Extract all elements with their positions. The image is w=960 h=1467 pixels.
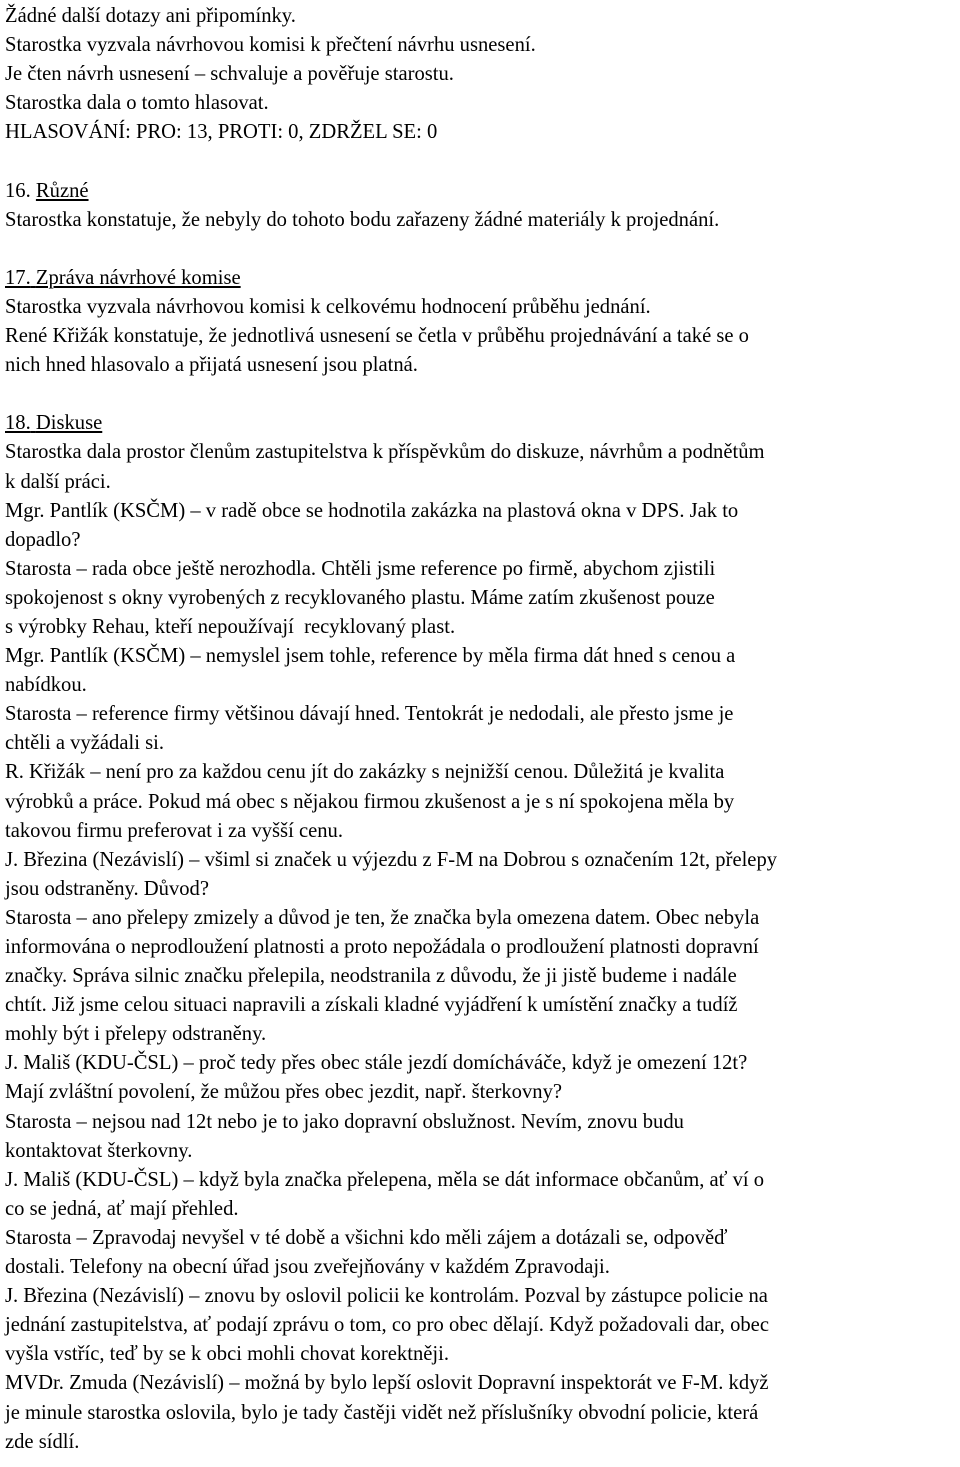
discussion-line: kontaktovat šterkovny. [5,1139,193,1162]
text-line: Žádné další dotazy ani připomínky. [5,5,296,27]
text-line: René Křižák konstatuje, že jednotlivá usnesení se četla v průběhu projednávání a také se o [5,325,749,348]
section-heading [5,409,955,438]
intro-block [5,2,955,147]
discussion-line: takovou firmu preferovat i za vyšší cenu. [5,819,343,842]
text-line: Starostka konstatuje, že nebyly do tohoto bodu zařazeny žádné materiály k projednání. [5,208,720,231]
spacer [5,147,955,176]
discussion-line: dostali. Telefony na obecní úřad jsou zveřejňovány v každém Zpravodaji. [5,1256,610,1279]
text-line: Je čten návrh usnesení – schvaluje a pověřuje starostu. [5,63,454,86]
discussion-line: jednání zastupitelstva, ať podají zprávu o tom, co pro obec dělají. Když požadovali dar, obec [5,1314,769,1337]
section-number: 16. [5,179,31,202]
section-title: Různé [35,179,89,202]
discussion-line: Mgr. Pantlík (KSČM) – nemyslel jsem tohle, reference by měla firma dát hned s cenou a [5,645,736,668]
section-number: 18. [5,412,31,435]
discussion-line: dopadlo? [5,528,81,551]
spacer [5,235,955,264]
discussion-line: informována o neprodloužení platnosti a proto nepožádala o prodloužení platnosti dopravní [5,936,759,958]
discussion-line: Mají zvláštní povolení, že můžou přes obec jezdit, např. šterkovny? [5,1081,563,1104]
discussion-line: co se jedná, ať mají přehled. [5,1197,239,1220]
discussion-line: MVDr. Zmuda (Nezávislí) – možná by bylo lepší oslovit Dopravní inspektorát ve F-M. když [5,1372,769,1395]
discussion-line: je minule starostka oslovila, bylo je tady častěji vidět než příslušníky obvodní policie, která [5,1401,759,1424]
discussion-line: Starosta – nejsou nad 12t nebo je to jako dopravní obslužnost. Nevím, znovu budu [5,1110,684,1133]
discussion-line: Starosta – rada obce ještě nerozhodla. Chtěli jsme reference po firmě, abychom zjistili [5,557,716,580]
discussion-line: vyšla vstříc, teď by se k obci mohli chovat korektněji. [5,1343,449,1366]
vote-result-line: HLASOVÁNÍ: PRO: 13, PROTI: 0, ZDRŽEL SE: 0 [5,121,438,144]
section-17 [5,264,955,380]
discussion-line: R. Křižák – není pro za každou cenu jít do zakázky s nejnižší cenou. Důležitá je kvalita [5,761,725,784]
discussion-line: Starostka dala prostor členům zastupitelstva k příspěvkům do diskuze, návrhům a podnětům [5,441,765,464]
discussion-line: zde sídlí. [5,1430,80,1453]
discussion-line: spokojenost s okny vyrobených z recyklovaného plastu. Máme zatím zkušenost pouze [5,586,715,609]
text-line: Starostka vyzvala návrhovou komisi k celkovému hodnocení průběhu jednání. [5,295,651,318]
discussion-line: s výrobky Rehau, kteří nepoužívají recyklovaný plast. [5,615,456,638]
text-line: nich hned hlasovalo a přijatá usnesení jsou platná. [5,354,418,377]
text-line: Starostka dala o tomto hlasovat. [5,92,269,115]
spacer [5,380,955,409]
discussion-lines [5,438,955,1456]
discussion-line: J. Březina (Nezávislí) – všiml si značek u výjezdu z F-M na Dobrou s označením 12t, přelepy [5,848,778,871]
discussion-line: nabídkou. [5,674,87,697]
section-number: 17. [5,266,31,289]
discussion-line: výrobků a práce. Pokud má obec s nějakou firmou zkušenost a je s ní spokojena měla by [5,790,735,813]
discussion-line: jsou odstraněny. Důvod? [5,877,209,900]
section-18 [5,409,955,1456]
discussion-line: J. Březina (Nezávislí) – znovu by oslovil policii ke kontrolám. Pozval by zástupce policie na [5,1285,768,1308]
discussion-line: Starosta – Zpravodaj nevyšel v té době a všichni kdo měli zájem a dotázali se, odpověď [5,1226,728,1249]
document-page [5,2,955,1457]
section-16 [5,177,955,235]
discussion-line: mohly být i přelepy odstraněny. [5,1023,267,1046]
discussion-line: chtěli a vyžádali si. [5,732,164,755]
discussion-line: J. Mališ (KDU-ČSL) – proč tedy přes obec stále jezdí domícháváče, když je omezení 12t? [5,1052,748,1075]
section-title: Zpráva návrhové komise [35,266,241,289]
discussion-line: Starosta – ano přelepy zmizely a důvod je ten, že značka byla omezena datem. Obec nebyla [5,906,760,929]
discussion-line: J. Mališ (KDU-ČSL) – když byla značka přelepena, měla se dát informace občanům, ať ví o [5,1168,765,1191]
discussion-line: Starosta – reference firmy většinou dávají hned. Tentokrát je nedodali, ale přesto jsme je [5,703,734,726]
section-heading [5,177,955,206]
text-line: Starostka vyzvala návrhovou komisi k přečtení návrhu usnesení. [5,34,536,57]
discussion-line: značky. Správa silnic značku přelepila, neodstranila z důvodu, že ji jistě budeme i nadále [5,965,737,988]
section-heading [5,264,955,293]
section-title: Diskuse [35,412,103,435]
discussion-line: chtít. Již jsme celou situaci napravili a získali kladné vyjádření k umístění značky a tudíž [5,994,738,1017]
discussion-line: Mgr. Pantlík (KSČM) – v radě obce se hodnotila zakázka na plastová okna v DPS. Jak to [5,499,739,522]
discussion-line: k další práci. [5,470,111,493]
